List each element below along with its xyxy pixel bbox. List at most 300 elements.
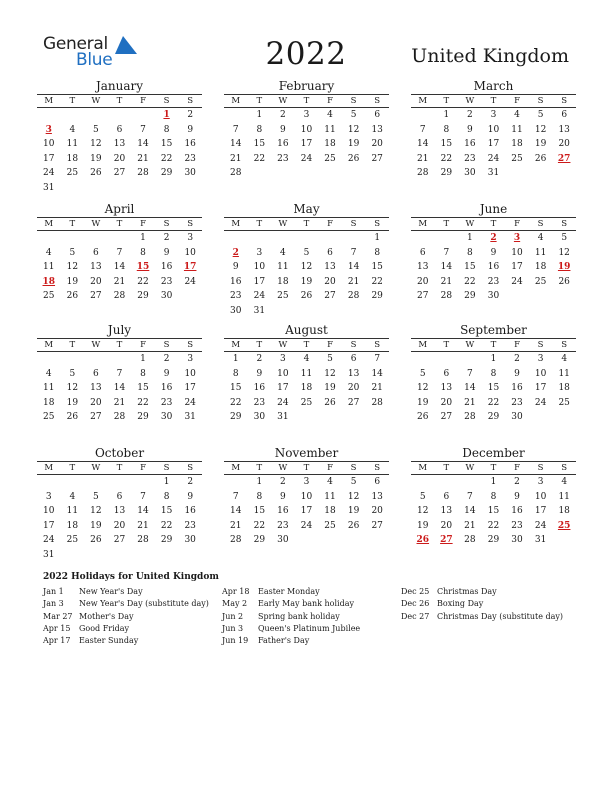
weekday-header: W — [458, 339, 482, 352]
empty-day-cell — [295, 181, 319, 196]
day-cell: 31 — [184, 412, 196, 423]
day-cell: 20 — [371, 139, 383, 150]
day-cell: 27 — [417, 291, 429, 302]
week-row — [37, 504, 202, 519]
weekday-header: T — [248, 95, 272, 108]
weekday-header: W — [458, 462, 482, 475]
empty-day-cell — [295, 166, 319, 181]
day-cell: 12 — [324, 368, 336, 379]
weekday-header: S — [178, 339, 202, 352]
day-cell: 26 — [66, 412, 79, 423]
weekday-header: F — [505, 339, 529, 352]
month-title: May — [293, 202, 320, 216]
empty-day-cell — [295, 410, 319, 425]
empty-day-cell — [108, 352, 132, 367]
empty-day-cell — [248, 181, 272, 196]
month-title: January — [95, 79, 144, 93]
empty-day-cell — [458, 548, 482, 563]
holiday-list-title: 2022 Holidays for United Kingdom — [43, 572, 219, 582]
month-september — [411, 323, 576, 439]
day-cell: 28 — [347, 291, 360, 302]
week-row — [411, 410, 576, 425]
day-cell: 11 — [43, 262, 55, 273]
day-cell: 11 — [66, 506, 79, 517]
day-cell: 1 — [467, 233, 473, 244]
day-cell: 6 — [93, 247, 99, 258]
week-row — [224, 108, 389, 123]
week-row — [411, 289, 576, 304]
day-cell: 12 — [417, 383, 429, 394]
day-cell: 15 — [371, 262, 383, 273]
day-cell: 4 — [537, 233, 544, 244]
day-cell: 25 — [66, 535, 79, 546]
day-cell: 15 — [440, 139, 453, 150]
day-cell: 5 — [303, 247, 310, 258]
holiday-day-cell: 19 — [557, 262, 571, 273]
day-cell: 28 — [137, 168, 149, 179]
week-row — [37, 289, 202, 304]
day-cell: 17 — [43, 520, 55, 531]
day-cell: 17 — [300, 506, 313, 517]
empty-day-cell — [61, 181, 85, 196]
month-title: February — [278, 79, 335, 93]
day-cell: 4 — [280, 247, 286, 258]
empty-day-cell — [342, 166, 366, 181]
empty-day-cell — [178, 289, 202, 304]
day-cell: 29 — [253, 535, 266, 546]
day-cell: 26 — [347, 153, 360, 164]
day-cell: 15 — [253, 506, 266, 517]
day-cell: 22 — [137, 397, 149, 408]
day-cell: 18 — [558, 506, 570, 517]
day-cell: 30 — [160, 412, 173, 423]
generalblue-logo — [43, 34, 143, 70]
day-cell: 26 — [90, 168, 102, 179]
day-cell: 23 — [184, 520, 196, 531]
day-cell: 31 — [534, 535, 547, 546]
holiday-date: Mar 27 — [43, 611, 73, 621]
day-cell: 13 — [440, 383, 453, 394]
day-cell: 11 — [66, 139, 79, 150]
week-row — [37, 396, 202, 411]
empty-day-cell — [552, 533, 576, 548]
day-cell: 19 — [90, 520, 102, 531]
weekday-header: S — [155, 218, 179, 231]
week-row — [224, 152, 389, 167]
day-cell: 21 — [113, 397, 126, 408]
day-cell: 29 — [137, 291, 149, 302]
week-row — [411, 396, 576, 411]
weekday-header: T — [435, 339, 459, 352]
empty-day-cell — [318, 548, 342, 563]
day-cell: 5 — [93, 124, 99, 135]
calendar-year: 2022 — [265, 36, 347, 72]
day-cell: 13 — [113, 139, 126, 150]
week-row — [411, 425, 576, 440]
day-cell: 6 — [443, 491, 450, 502]
holiday-day-cell: 18 — [42, 276, 56, 287]
week-row — [37, 123, 202, 138]
day-cell: 10 — [253, 262, 266, 273]
day-cell: 17 — [184, 383, 196, 394]
weekday-header: T — [435, 95, 459, 108]
empty-day-cell — [108, 548, 132, 563]
day-cell: 11 — [300, 368, 313, 379]
holiday-day-cell: 26 — [416, 535, 430, 546]
week-row — [37, 533, 202, 548]
day-cell: 22 — [253, 520, 266, 531]
day-cell: 21 — [464, 520, 476, 531]
day-cell: 19 — [66, 276, 79, 287]
day-cell: 9 — [514, 368, 520, 379]
week-row — [224, 275, 389, 290]
day-cell: 4 — [514, 110, 520, 121]
day-cell: 17 — [253, 276, 266, 287]
day-cell: 27 — [440, 412, 453, 423]
day-cell: 14 — [440, 262, 453, 273]
week-row — [37, 304, 202, 319]
day-cell: 4 — [303, 354, 310, 365]
week-row — [37, 367, 202, 382]
day-cell: 23 — [487, 276, 500, 287]
day-cell: 8 — [467, 247, 473, 258]
day-cell: 10 — [300, 124, 313, 135]
empty-day-cell — [224, 475, 248, 490]
day-cell: 19 — [417, 397, 429, 408]
month-title: March — [473, 79, 514, 93]
empty-day-cell — [271, 548, 295, 563]
weekday-header: S — [342, 218, 366, 231]
day-cell: 31 — [253, 305, 266, 316]
day-cell: 6 — [350, 354, 357, 365]
day-cell: 15 — [230, 383, 242, 394]
day-cell: 20 — [113, 520, 126, 531]
day-cell: 20 — [113, 153, 126, 164]
empty-day-cell — [155, 425, 179, 440]
day-cell: 25 — [43, 291, 55, 302]
weekday-header: W — [458, 218, 482, 231]
day-cell: 18 — [511, 139, 523, 150]
empty-day-cell — [529, 166, 553, 181]
holiday-entry — [222, 598, 402, 610]
weekday-header: T — [248, 462, 272, 475]
day-cell: 15 — [160, 139, 173, 150]
month-table — [411, 94, 576, 195]
day-cell: 24 — [253, 291, 266, 302]
day-cell: 21 — [417, 153, 429, 164]
month-title: September — [460, 323, 527, 337]
day-cell: 29 — [487, 535, 500, 546]
day-cell: 30 — [160, 291, 173, 302]
weekday-header: S — [529, 218, 553, 231]
week-row — [411, 519, 576, 534]
empty-day-cell — [108, 181, 132, 196]
weekday-header: W — [271, 339, 295, 352]
day-cell: 9 — [187, 124, 194, 135]
empty-day-cell — [318, 181, 342, 196]
holiday-day-cell: 27 — [557, 153, 571, 164]
empty-day-cell — [178, 304, 202, 319]
week-row — [411, 475, 576, 490]
holiday-date: Jan 1 — [43, 587, 64, 596]
day-cell: 19 — [347, 139, 360, 150]
empty-day-cell — [37, 304, 61, 319]
empty-day-cell — [529, 410, 553, 425]
holiday-date: May 2 — [222, 599, 248, 609]
month-march — [411, 79, 576, 195]
weekday-header: S — [365, 218, 389, 231]
day-cell: 25 — [277, 291, 289, 302]
week-row — [411, 231, 576, 246]
day-cell: 6 — [443, 368, 450, 379]
weekday-header: T — [482, 462, 506, 475]
day-cell: 8 — [443, 124, 450, 135]
weekday-header: T — [482, 218, 506, 231]
day-cell: 25 — [511, 153, 523, 164]
weekday-header: W — [84, 339, 108, 352]
day-cell: 8 — [490, 368, 497, 379]
weekday-header: W — [84, 95, 108, 108]
day-cell: 26 — [324, 397, 336, 408]
month-july — [37, 323, 202, 439]
weekday-header: F — [131, 462, 155, 475]
weekday-header: T — [108, 218, 132, 231]
day-cell: 24 — [534, 520, 547, 531]
day-cell: 5 — [350, 477, 357, 488]
day-cell: 10 — [184, 368, 196, 379]
day-cell: 13 — [324, 262, 336, 273]
day-cell: 13 — [371, 124, 383, 135]
day-cell: 30 — [511, 412, 523, 423]
day-cell: 3 — [490, 110, 497, 121]
day-cell: 3 — [537, 477, 544, 488]
day-cell: 7 — [350, 247, 357, 258]
day-cell: 29 — [464, 291, 476, 302]
day-cell: 3 — [280, 354, 286, 365]
day-cell: 3 — [303, 110, 310, 121]
day-cell: 10 — [511, 247, 523, 258]
weekday-header: S — [552, 339, 576, 352]
empty-day-cell — [365, 181, 389, 196]
day-cell: 21 — [230, 153, 242, 164]
weekday-header: M — [37, 462, 61, 475]
week-row — [37, 137, 202, 152]
empty-day-cell — [505, 181, 529, 196]
holiday-entry — [43, 635, 223, 647]
empty-day-cell — [435, 548, 459, 563]
day-cell: 7 — [419, 124, 426, 135]
day-cell: 11 — [558, 491, 570, 502]
day-cell: 8 — [256, 124, 263, 135]
holiday-date: Jun 19 — [222, 636, 249, 646]
day-cell: 2 — [187, 110, 194, 121]
day-cell: 26 — [66, 291, 79, 302]
day-cell: 25 — [324, 520, 336, 531]
day-cell: 8 — [140, 368, 146, 379]
day-cell: 24 — [300, 520, 313, 531]
day-cell: 8 — [256, 491, 263, 502]
day-cell: 12 — [300, 262, 313, 273]
empty-day-cell — [61, 108, 85, 123]
weekday-header: M — [224, 339, 248, 352]
day-cell: 30 — [184, 168, 196, 179]
day-cell: 14 — [464, 383, 476, 394]
empty-day-cell — [84, 181, 108, 196]
empty-day-cell — [529, 548, 553, 563]
empty-day-cell — [84, 425, 108, 440]
day-cell: 26 — [347, 520, 360, 531]
day-cell: 18 — [324, 506, 336, 517]
day-cell: 14 — [230, 139, 242, 150]
empty-day-cell — [271, 425, 295, 440]
day-cell: 14 — [137, 506, 149, 517]
weekday-header: M — [411, 462, 435, 475]
month-april — [37, 202, 202, 318]
day-cell: 6 — [561, 110, 568, 121]
day-cell: 2 — [163, 233, 170, 244]
holiday-date: Jun 3 — [222, 623, 244, 633]
day-cell: 11 — [511, 124, 523, 135]
empty-day-cell — [178, 425, 202, 440]
empty-day-cell — [458, 425, 482, 440]
day-cell: 5 — [419, 491, 426, 502]
day-cell: 21 — [464, 397, 476, 408]
week-row — [411, 152, 576, 167]
weekday-header: W — [271, 95, 295, 108]
day-cell: 23 — [160, 276, 173, 287]
weekday-header: T — [108, 462, 132, 475]
holiday-day-cell: 1 — [163, 110, 170, 121]
day-cell: 31 — [487, 168, 500, 179]
holiday-column — [222, 586, 402, 647]
weekday-header: F — [318, 462, 342, 475]
day-cell: 31 — [43, 549, 55, 560]
empty-day-cell — [37, 425, 61, 440]
weekday-header: F — [131, 95, 155, 108]
day-cell: 19 — [324, 383, 336, 394]
day-cell: 20 — [440, 397, 453, 408]
holiday-day-cell: 3 — [45, 124, 52, 135]
weekday-header: S — [178, 218, 202, 231]
empty-day-cell — [108, 231, 132, 246]
empty-day-cell — [131, 548, 155, 563]
empty-day-cell — [505, 289, 529, 304]
day-cell: 9 — [232, 262, 239, 273]
empty-day-cell — [84, 548, 108, 563]
day-cell: 4 — [561, 477, 568, 488]
empty-day-cell — [552, 410, 576, 425]
day-cell: 22 — [160, 153, 173, 164]
empty-day-cell — [365, 166, 389, 181]
day-cell: 4 — [69, 491, 76, 502]
empty-day-cell — [435, 475, 459, 490]
weekday-header: T — [482, 339, 506, 352]
week-row — [224, 425, 389, 440]
day-cell: 29 — [160, 168, 173, 179]
day-cell: 9 — [256, 368, 263, 379]
empty-day-cell — [248, 231, 272, 246]
week-row — [37, 166, 202, 181]
day-cell: 30 — [184, 535, 196, 546]
day-cell: 23 — [277, 153, 289, 164]
weekday-header: F — [131, 218, 155, 231]
day-cell: 5 — [419, 368, 426, 379]
day-cell: 4 — [327, 110, 333, 121]
weekday-header: T — [61, 462, 85, 475]
day-cell: 5 — [93, 491, 99, 502]
day-cell: 17 — [487, 139, 500, 150]
weekday-header: T — [435, 462, 459, 475]
logo-triangle-icon — [115, 36, 137, 54]
week-row — [37, 352, 202, 367]
month-table — [411, 461, 576, 562]
day-cell: 21 — [347, 276, 360, 287]
empty-day-cell — [131, 425, 155, 440]
empty-day-cell — [342, 548, 366, 563]
week-row — [411, 137, 576, 152]
week-row — [224, 137, 389, 152]
empty-day-cell — [108, 475, 132, 490]
day-cell: 30 — [487, 291, 500, 302]
day-cell: 21 — [113, 276, 126, 287]
weekday-header: W — [84, 218, 108, 231]
day-cell: 20 — [90, 397, 102, 408]
holiday-name: Early May bank holiday — [258, 599, 355, 609]
holiday-name: Christmas Day (substitute day) — [437, 611, 563, 621]
week-row — [224, 548, 389, 563]
weekday-header: T — [295, 218, 319, 231]
day-cell: 18 — [534, 262, 547, 273]
holiday-column — [43, 586, 223, 647]
day-cell: 20 — [371, 506, 383, 517]
day-cell: 24 — [277, 397, 289, 408]
holiday-name: Boxing Day — [437, 599, 484, 609]
day-cell: 7 — [116, 247, 123, 258]
empty-day-cell — [224, 548, 248, 563]
day-cell: 28 — [230, 168, 242, 179]
weekday-header: W — [84, 462, 108, 475]
empty-day-cell — [108, 425, 132, 440]
day-cell: 16 — [277, 139, 289, 150]
weekday-header: F — [318, 339, 342, 352]
holiday-date: Dec 25 — [401, 587, 430, 596]
empty-day-cell — [178, 181, 202, 196]
weekday-header: T — [61, 339, 85, 352]
empty-day-cell — [458, 181, 482, 196]
empty-day-cell — [411, 304, 435, 319]
day-cell: 22 — [137, 276, 149, 287]
day-cell: 28 — [464, 535, 476, 546]
day-cell: 17 — [534, 506, 547, 517]
weekday-header: T — [108, 95, 132, 108]
month-table — [37, 461, 202, 562]
day-cell: 11 — [277, 262, 289, 273]
day-cell: 28 — [137, 535, 149, 546]
empty-day-cell — [342, 304, 366, 319]
day-cell: 5 — [350, 110, 357, 121]
holiday-entry — [222, 611, 402, 623]
holiday-day-cell: 17 — [183, 262, 197, 273]
day-cell: 19 — [66, 397, 79, 408]
day-cell: 27 — [347, 397, 360, 408]
day-cell: 20 — [324, 276, 336, 287]
weekday-header: M — [37, 218, 61, 231]
empty-day-cell — [61, 548, 85, 563]
weekday-header: M — [411, 218, 435, 231]
empty-day-cell — [37, 108, 61, 123]
day-cell: 1 — [443, 110, 450, 121]
week-row — [37, 410, 202, 425]
